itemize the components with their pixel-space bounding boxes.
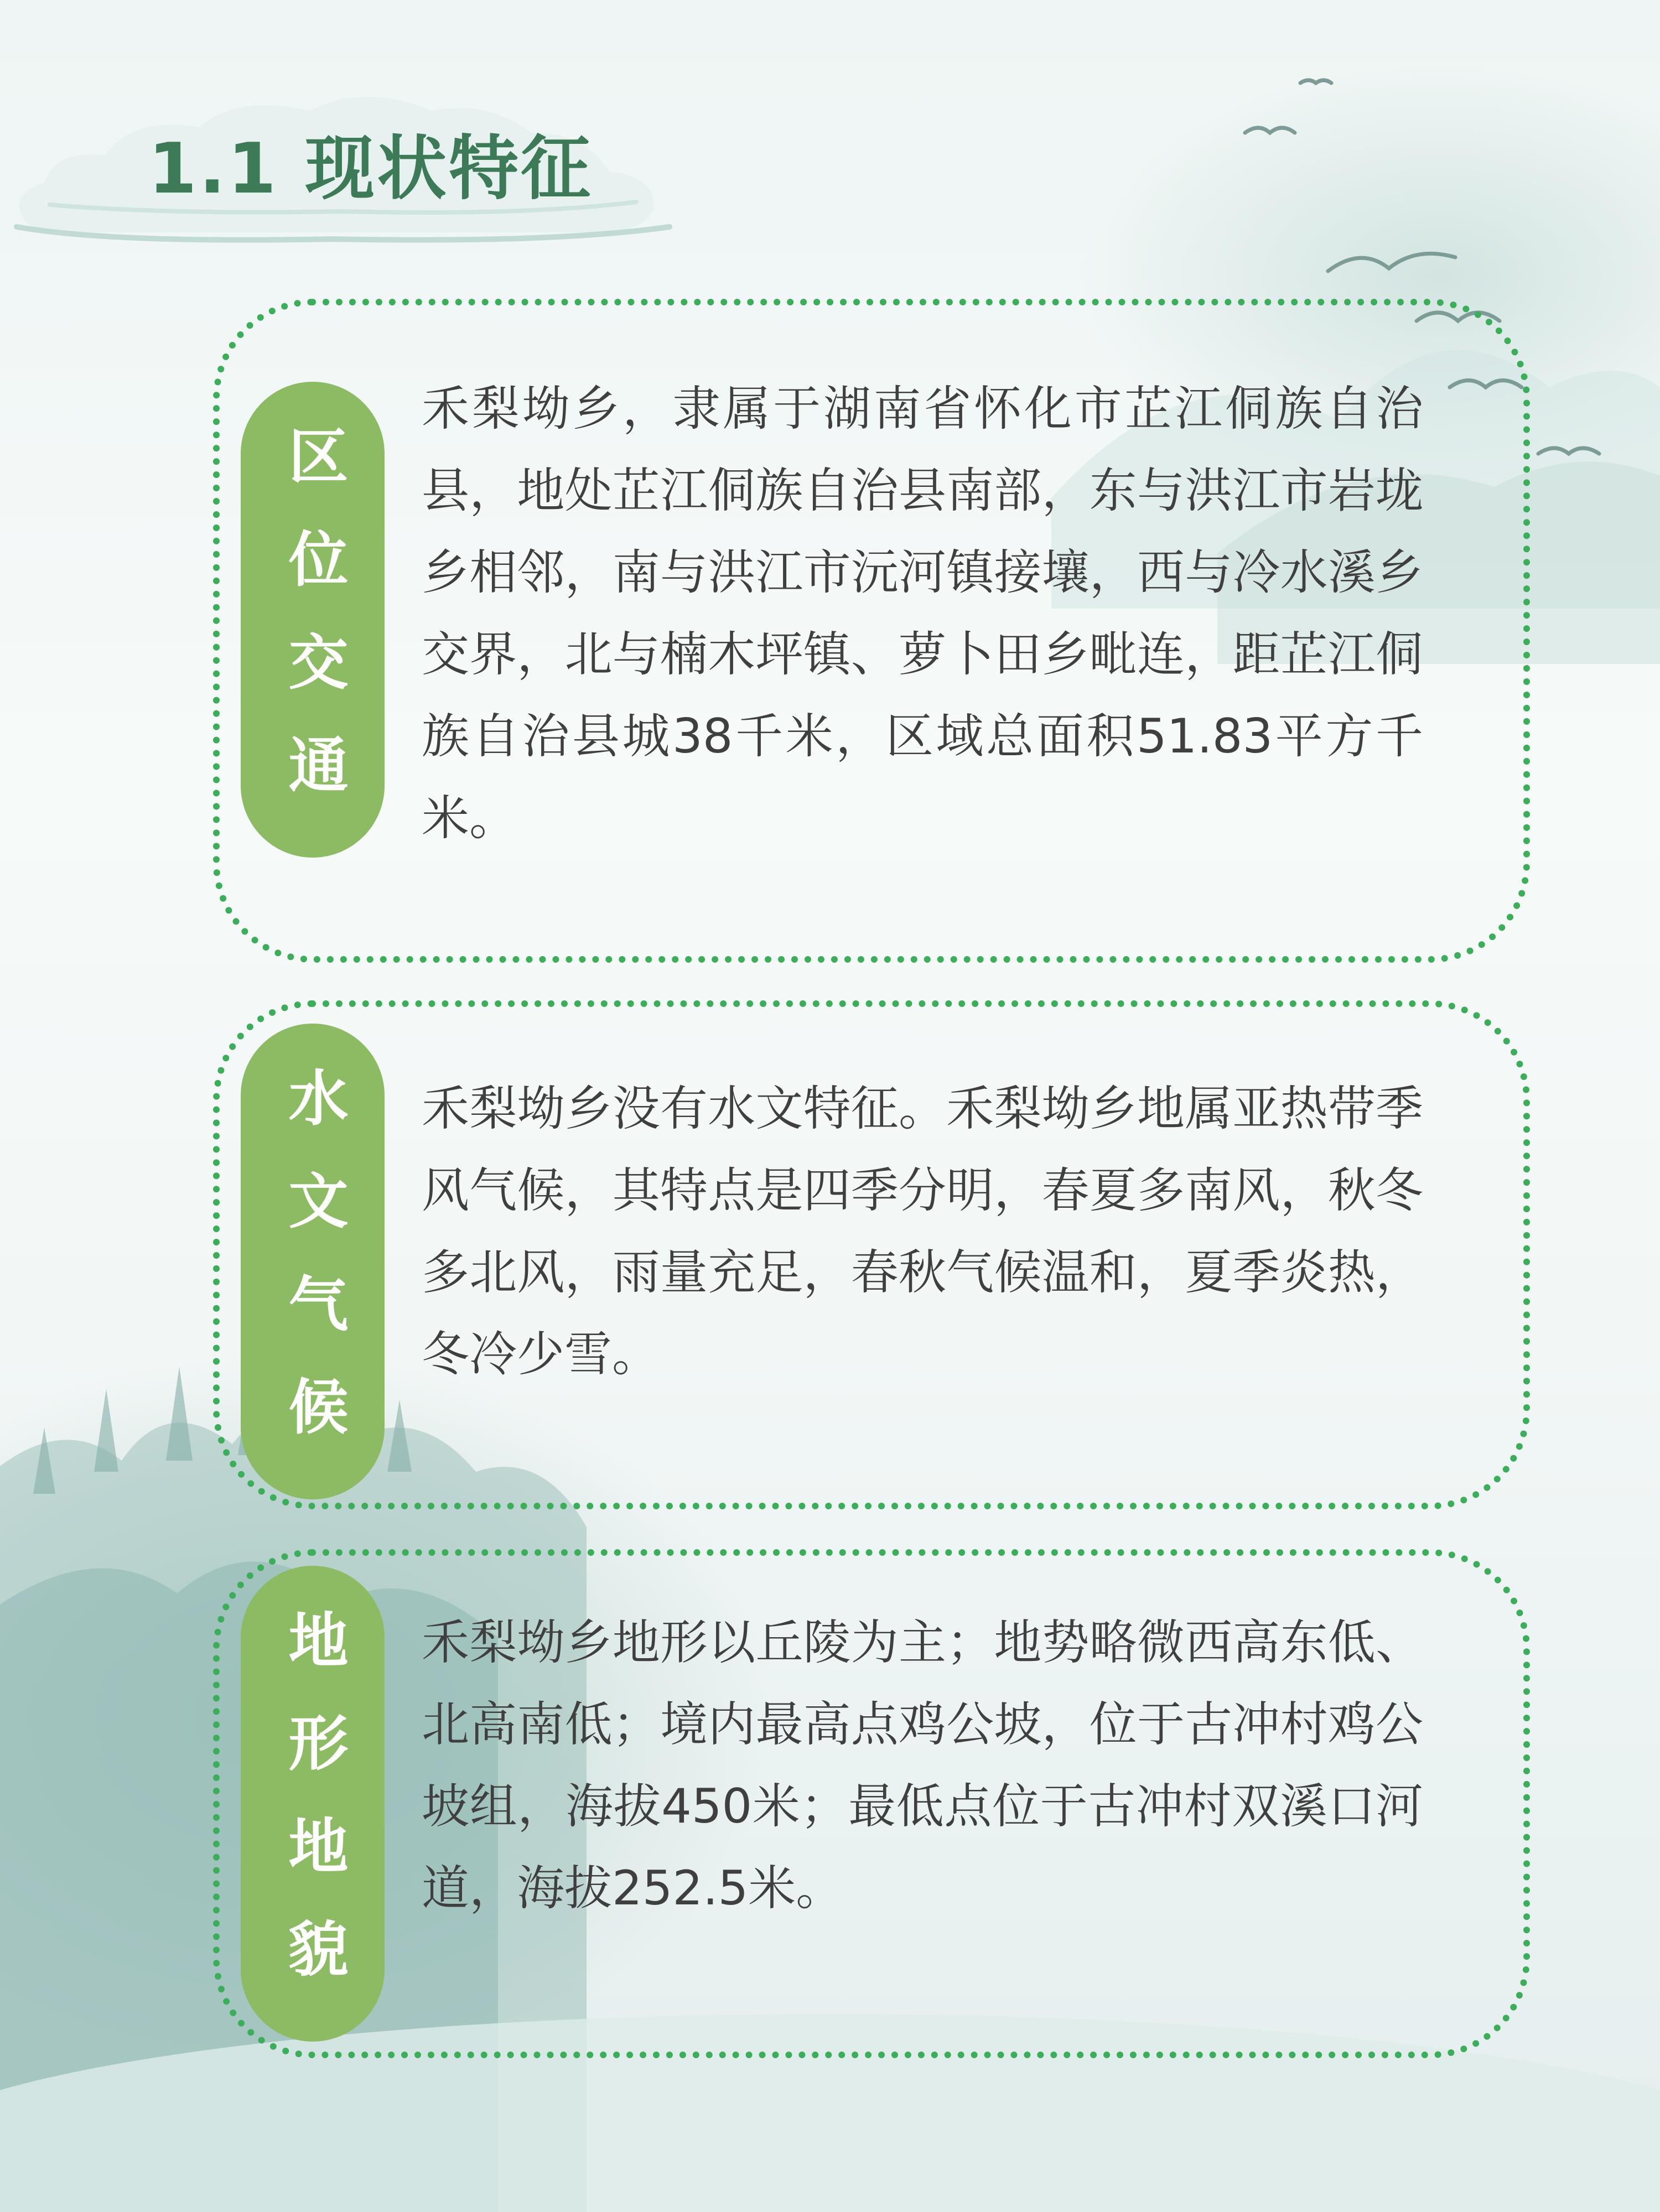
section-tag [241, 1566, 385, 2042]
section-tag-label: 地形地貌 [278, 1608, 347, 2021]
section-body-text: 禾梨坳乡地形以丘陵为主；地势略微西高东低、北高南低；境内最高点鸡公坡，位于古冲村鸡公坡组，海拔450米；最低点位于古冲村双溪口河道，海拔252.5米。 [422, 1615, 1423, 1916]
section-body-text: 禾梨坳乡，隶属于湖南省怀化市芷江侗族自治县，地处芷江侗族自治县南部，东与洪江市岩垅乡相邻，南与洪江市沅河镇接壤，西与冷水溪乡交界，北与楠木坪镇、萝卜田乡毗连，距芷江侗族自治县城38千米，区域总面积51.83平方千米。 [422, 381, 1423, 846]
section-tag [241, 1024, 385, 1499]
page-title: 1.1 现状特征 [148, 128, 593, 209]
section-tag-label: 水文气候 [278, 1066, 347, 1478]
section-tag [241, 382, 385, 858]
section-body-text: 禾梨坳乡没有水文特征。禾梨坳乡地属亚热带季风气候，其特点是四季分明，春夏多南风，秋冬多北风，雨量充足，春秋气候温和，夏季炎热，冬冷少雪。 [422, 1081, 1423, 1382]
section-tag-label: 区位交通 [278, 424, 347, 837]
